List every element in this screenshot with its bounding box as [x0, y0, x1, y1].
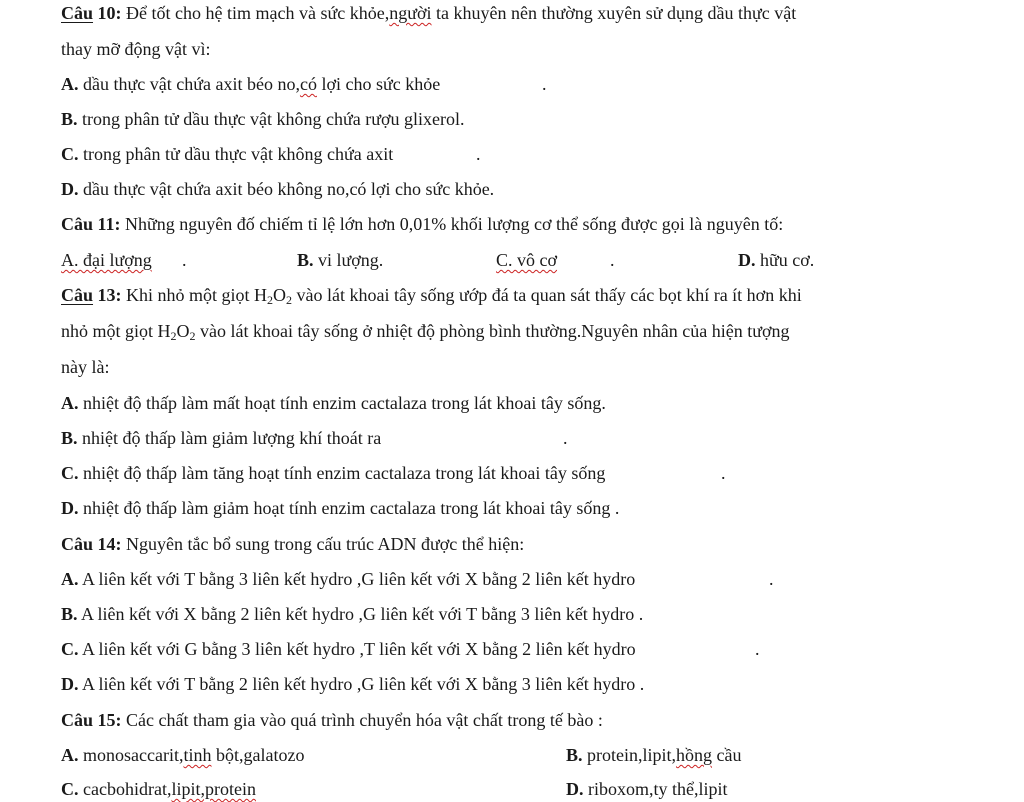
q13-l2-b: vào lát khoai tây sống ở nhiệt độ phòng bình thường.Nguyên nhân của hiện tượng — [195, 321, 790, 341]
q11-option-c-dot: . — [610, 250, 615, 270]
q11-label: Câu 11: — [61, 214, 121, 234]
q13-option-d — [61, 497, 619, 519]
q11-option-c — [496, 249, 557, 271]
q11-option-d-text: hữu cơ. — [755, 250, 815, 270]
q15-option-a-flagged: tinh — [183, 745, 212, 765]
q15-option-a-letter: A. — [61, 745, 79, 765]
q15-option-c-letter: C. — [61, 779, 79, 799]
q13-option-b-letter: B. — [61, 428, 78, 448]
q13-l1-sub-o: 2 — [286, 293, 293, 307]
q15-option-c-flagged: lipit,protein — [171, 779, 256, 799]
q13-l1-sub-h: 2 — [267, 293, 274, 307]
q13-l1-a: Khi nhỏ một giọt H — [121, 285, 268, 305]
q15-option-c-pre: cacbohidrat, — [78, 779, 172, 799]
q13-option-b-text: nhiệt độ thấp làm giảm lượng khí thoát ra — [77, 428, 382, 448]
q11-option-b-text: vi lượng. — [313, 250, 384, 270]
q10-option-d-text: dầu thực vật chứa axit béo không no,có lợi cho sức khỏe. — [78, 179, 495, 199]
q10-option-a-post: lợi cho sức khỏe — [316, 74, 441, 94]
q10-option-a-pre: dầu thực vật chứa axit béo no, — [78, 74, 300, 94]
q13-l1-b: vào lát khoai tây sống ướp đá ta quan sát thấy các bọt khí ra ít hơn khi — [292, 285, 802, 305]
q13-option-c-dot: . — [721, 463, 726, 483]
q14-option-b-letter: B. — [61, 604, 78, 624]
q11-option-d — [738, 249, 814, 271]
q15-option-d-text: riboxom,ty thể,lipit — [583, 779, 728, 799]
q13-option-d-text: nhiệt độ thấp làm giảm hoạt tính enzim cactalaza trong lát khoai tây sống . — [78, 498, 620, 518]
q11-option-a-dot: . — [182, 250, 187, 270]
q14-option-a-text: A liên kết với T bằng 3 liên kết hydro ,G liên kết với X bằng 2 liên kết hydro — [78, 569, 636, 589]
q14-stem — [61, 533, 524, 555]
q10-option-a-dot: . — [542, 74, 547, 94]
q13-l2-o: O — [176, 321, 190, 341]
q10-line-2: thay mỡ động vật vì: — [61, 39, 211, 59]
q14-option-c-dot: . — [755, 639, 760, 659]
q11-option-c-text: C. vô cơ — [496, 250, 558, 270]
q10-option-a — [61, 73, 440, 95]
q14-option-a-dot: . — [769, 569, 774, 589]
q13-option-c-letter: C. — [61, 463, 79, 483]
q15-option-b-flagged: hồng — [676, 745, 713, 765]
q13-l2-sub-o: 2 — [189, 329, 196, 343]
q14-option-b — [61, 603, 643, 625]
q13-l1-o: O — [273, 285, 287, 305]
q11-option-d-letter: D. — [738, 250, 756, 270]
q14-option-c-text: A liên kết với G bằng 3 liên kết hydro ,T liên kết với X bằng 2 liên kết hydro — [78, 639, 636, 659]
q13-l2-a: nhỏ một giọt H — [61, 321, 171, 341]
q11-option-b — [297, 249, 383, 271]
q14-option-b-text: A liên kết với X bằng 2 liên kết hydro ,G liên kết với T bằng 3 liên kết hydro . — [77, 604, 644, 624]
q10-option-c-text: trong phân tử dầu thực vật không chứa axit — [78, 144, 394, 164]
q14-option-a — [61, 568, 635, 590]
q15-option-b — [566, 744, 742, 766]
q10-line-1 — [61, 2, 796, 24]
q14-option-d-letter: D. — [61, 674, 79, 694]
q14-option-c-letter: C. — [61, 639, 79, 659]
q13-line-2 — [61, 320, 790, 342]
q15-label: Câu 15: — [61, 710, 122, 730]
q14-label: Câu 14: — [61, 534, 122, 554]
q10-text-flagged: người — [389, 3, 432, 23]
q15-option-b-post: cầu — [712, 745, 742, 765]
q10-option-c-letter: C. — [61, 144, 79, 164]
q13-option-c-text: nhiệt độ thấp làm tăng hoạt tính enzim cactalaza trong lát khoai tây sống — [78, 463, 606, 483]
q10-option-c-dot: . — [476, 144, 481, 164]
q15-option-a-pre: monosaccarit, — [78, 745, 184, 765]
q13-option-b-dot: . — [563, 428, 568, 448]
q15-option-b-pre: protein,lipit, — [582, 745, 677, 765]
q10-option-a-flagged: có — [299, 74, 317, 94]
q11-option-a — [61, 249, 152, 271]
q10-text-b: ta khuyên nên thường xuyên sử dụng dầu thực vật — [431, 3, 797, 23]
q13-label-cau: Câu — [61, 285, 94, 305]
q15-option-a — [61, 744, 304, 766]
q15-option-b-letter: B. — [566, 745, 583, 765]
q11-option-b-letter: B. — [297, 250, 314, 270]
q10-label-number: 10: — [93, 3, 122, 23]
q14-option-c — [61, 638, 636, 660]
q13-option-a-text: nhiệt độ thấp làm mất hoạt tính enzim cactalaza trong lát khoai tây sống. — [78, 393, 606, 413]
q10-option-b — [61, 108, 464, 130]
q15-option-d — [566, 778, 728, 800]
q10-option-a-letter: A. — [61, 74, 79, 94]
q13-line-1 — [61, 284, 802, 306]
q15-stem — [61, 709, 603, 731]
q11-stem — [61, 213, 783, 235]
q10-label-cau: Câu — [61, 3, 94, 23]
q13-option-a-letter: A. — [61, 393, 79, 413]
q15-option-c — [61, 778, 256, 800]
q15-option-a-post: bột,galatozo — [211, 745, 305, 765]
q13-line-3: này là: — [61, 357, 110, 377]
q14-text: Nguyên tắc bổ sung trong cấu trúc ADN được thể hiện: — [121, 534, 525, 554]
q10-option-c — [61, 143, 393, 165]
q13-option-c — [61, 462, 605, 484]
q11-text: Những nguyên đố chiếm tỉ lệ lớn hơn 0,01% khối lượng cơ thể sống được gọi là nguyên tố: — [120, 214, 784, 234]
q13-option-a — [61, 392, 606, 414]
q14-option-d — [61, 673, 644, 695]
q10-option-b-text: trong phân tử dầu thực vật không chứa rượu glixerol. — [77, 109, 465, 129]
q13-option-b — [61, 427, 381, 449]
q13-label-number: 13: — [93, 285, 122, 305]
q10-option-d — [61, 178, 494, 200]
q10-text-a: Để tốt cho hệ tim mạch và sức khỏe, — [121, 3, 390, 23]
q10-option-b-letter: B. — [61, 109, 78, 129]
q15-text: Các chất tham gia vào quá trình chuyển hóa vật chất trong tế bào : — [121, 710, 603, 730]
q14-option-d-text: A liên kết với T bằng 2 liên kết hydro ,G liên kết với X bằng 3 liên kết hydro . — [78, 674, 645, 694]
q15-option-d-letter: D. — [566, 779, 584, 799]
q13-option-d-letter: D. — [61, 498, 79, 518]
q11-option-a-text: A. đại lượng — [61, 250, 152, 270]
q10-option-d-letter: D. — [61, 179, 79, 199]
q13-l2-sub-h: 2 — [170, 329, 177, 343]
q14-option-a-letter: A. — [61, 569, 79, 589]
